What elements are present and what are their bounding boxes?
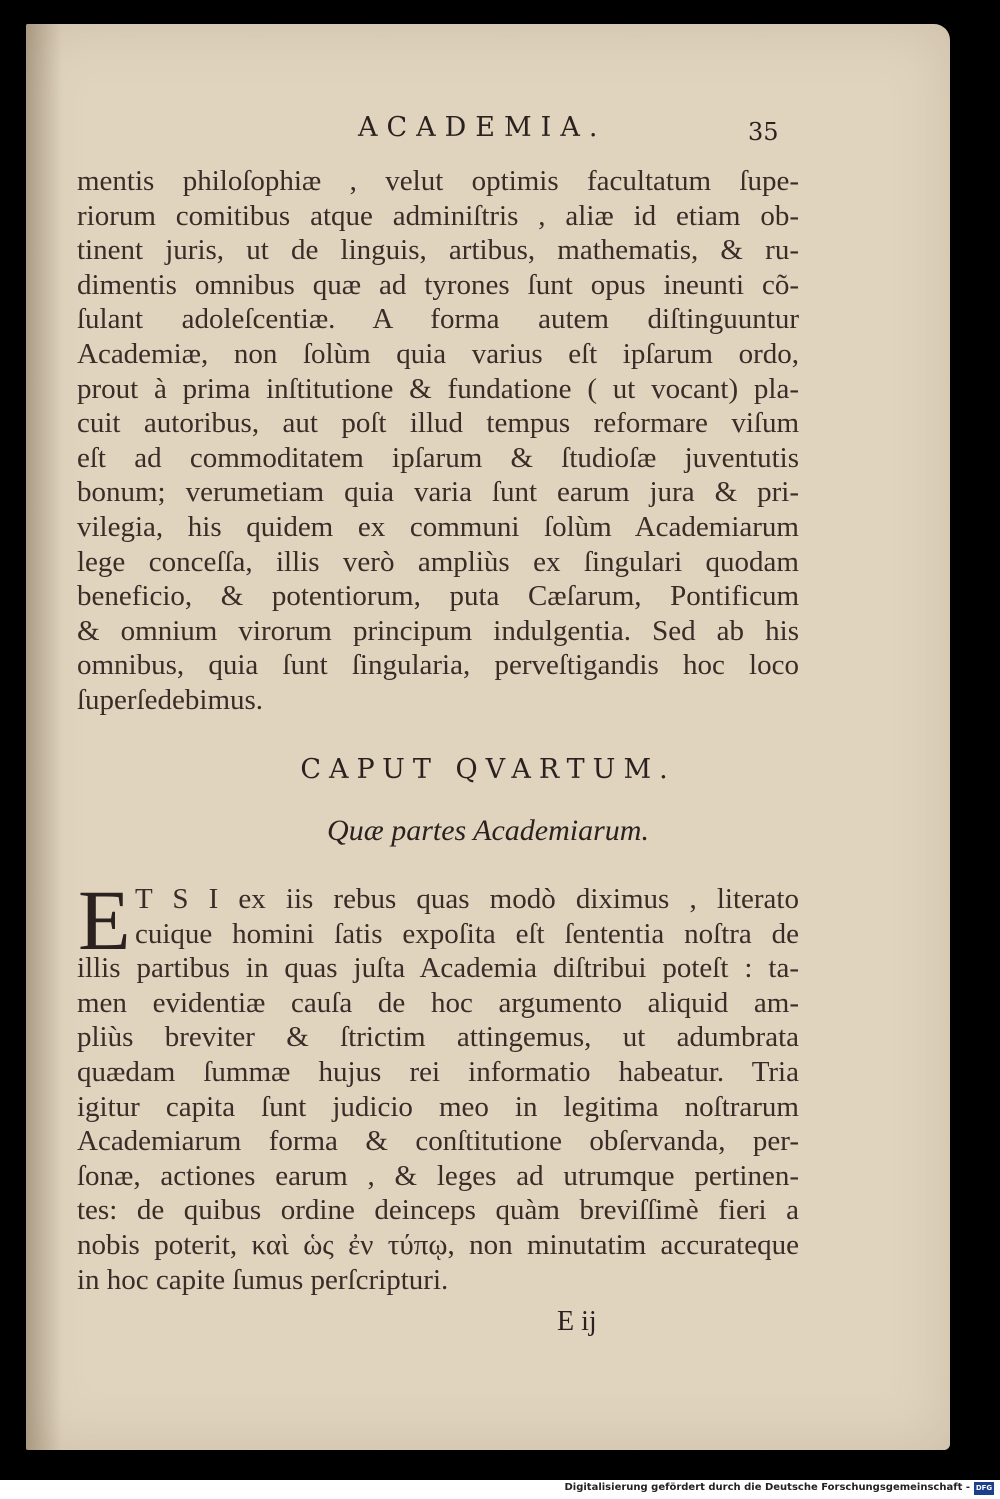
text-line: cuit autoribus, aut poſt illud tempus reformare viſum: [77, 407, 799, 440]
drop-cap-initial: E: [78, 872, 131, 968]
page-gutter-shadow: [26, 24, 62, 1450]
chapter-title: CAPUT QVARTUM.: [300, 754, 676, 785]
chapter-subtitle: Quæ partes Academiarum.: [327, 814, 649, 847]
running-head: ACADEMIA.: [358, 112, 607, 143]
text-line: tinent juris, ut de linguis, artibus, mathematis, & ru-: [77, 234, 799, 267]
paragraph-continuation: [77, 164, 799, 718]
text-line: mentis philoſophiæ , velut optimis facultatum ſupe-: [77, 165, 799, 197]
text-line: igitur capita ſunt judicio meo in legitima noſtrarum: [77, 1090, 799, 1123]
text-line: beneficio, & potentiorum, puta Cæſarum, Pontificum: [77, 580, 799, 613]
text-line: nobis poterit, καὶ ὡς ἐν τύπῳ, non minutatim accurateque: [77, 1228, 799, 1261]
text-line: ſonæ, actiones earum , & leges ad utrumque pertinen-: [77, 1159, 799, 1192]
catchword-signature: E ij: [557, 1306, 597, 1337]
text-line: ſuperſedebimus.: [77, 683, 264, 716]
text-line: & omnium virorum principum indulgentia. Sed ab his: [77, 614, 799, 647]
text-line: vilegia, his quidem ex communi ſolùm Academiarum: [77, 510, 799, 543]
text-line: cuique homini ſatis expoſita eſt ſententia noſtra de: [135, 917, 799, 950]
text-line: Academiæ, non ſolùm quia varius eſt ipſarum ordo,: [77, 337, 799, 370]
text-line: Academiarum forma & conſtitutione obſervanda, per-: [77, 1125, 799, 1158]
funding-credit: Digitalisierung gefördert durch die Deutsche Forschungsgemeinschaft -: [564, 1482, 970, 1493]
text-line: tes: de quibus ordine deinceps quàm breviſſimè fieri a: [77, 1194, 799, 1227]
text-line: men evidentiæ cauſa de hoc argumento aliquid am-: [77, 986, 799, 1019]
dfg-logo: DFG: [974, 1482, 994, 1495]
text-line: eſt ad commoditatem ipſarum & ſtudioſæ juventutis: [77, 441, 799, 474]
text-line: omnibus, quia ſunt ſingularia, perveſtigandis hoc loco: [77, 649, 799, 682]
text-line: ſulant adoleſcentiæ. A forma autem diſtinguuntur: [77, 303, 799, 336]
text-line: T S I ex iis rebus quas modò diximus , literato: [135, 883, 799, 915]
text-line: in hoc capite ſumus perſcripturi.: [77, 1263, 449, 1296]
chapter-paragraph: [77, 872, 799, 1297]
text-line: riorum comitibus atque adminiſtris , aliæ id etiam ob-: [77, 199, 799, 232]
text-line: bonum; verumetiam quia varia ſunt earum jura & pri-: [77, 476, 799, 509]
page-number: 35: [748, 118, 779, 146]
text-line: illis partibus in quas juſta Academia diſtribui poteſt : ta-: [77, 952, 799, 985]
text-line: quædam ſummæ hujus rei informatio habeatur. Tria: [77, 1055, 799, 1088]
text-line: prout à prima inſtitutione & fundatione ( ut vocant) pla-: [77, 372, 799, 405]
book-page: [26, 24, 950, 1450]
text-line: pliùs breviter & ſtrictim attingemus, ut adumbrata: [77, 1021, 799, 1054]
text-line: lege conceſſa, illis verò ampliùs ex ſingulari quodam: [77, 545, 799, 578]
text-line: dimentis omnibus quæ ad tyrones ſunt opus ineunti cõ-: [77, 268, 799, 301]
